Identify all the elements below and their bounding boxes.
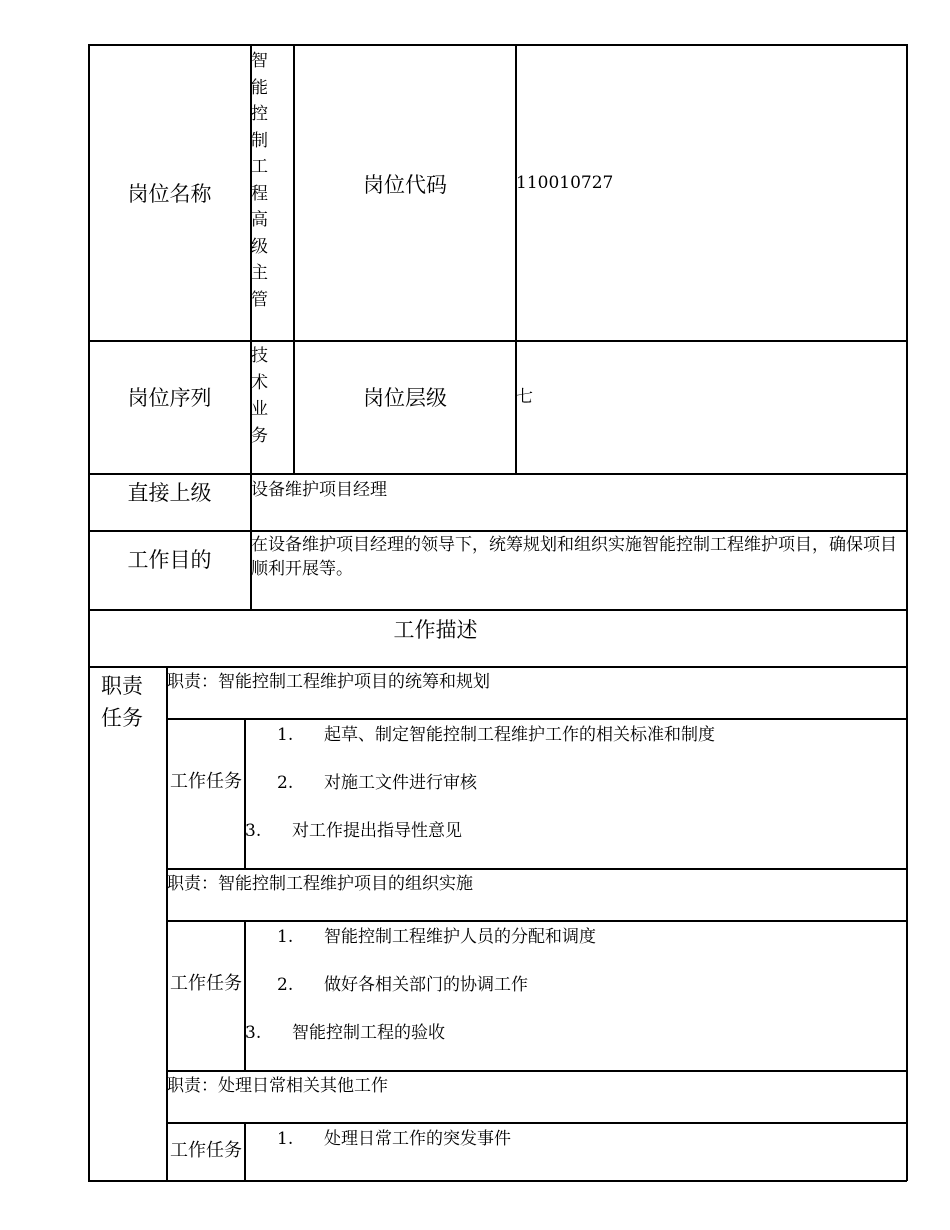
task-text: 处理日常工作的突发事件 — [324, 1129, 511, 1149]
post-sequence-value — [251, 343, 293, 471]
task-number: 2. — [277, 773, 294, 793]
task-text: 智能控制工程维护人员的分配和调度 — [324, 927, 596, 947]
job-description-table — [88, 44, 907, 1181]
task-item — [277, 771, 477, 795]
task-number: 1. — [277, 725, 294, 745]
superior-value: 设备维护项目经理 — [251, 480, 387, 500]
task-text: 对工作提出指导性意见 — [292, 821, 462, 841]
task-number: 1. — [277, 1129, 294, 1149]
col-divider — [244, 1122, 246, 1181]
task-text: 智能控制工程的验收 — [292, 1023, 445, 1043]
border-right — [906, 44, 908, 1181]
task-label: 工作任务 — [170, 973, 242, 994]
task-text: 做好各相关部门的协调工作 — [324, 975, 528, 995]
task-item — [277, 973, 528, 997]
border-bottom — [88, 1180, 907, 1182]
post-level-value: 七 — [516, 387, 533, 407]
post-code-label: 岗位代码 — [363, 172, 447, 197]
task-item — [245, 819, 462, 843]
post-name-text: 智能控制工程高级主管 — [251, 51, 268, 310]
col-divider — [244, 920, 246, 1070]
post-name-label: 岗位名称 — [127, 181, 212, 206]
row-divider — [166, 1122, 907, 1124]
purpose-value: 在设备维护项目经理的领导下，统筹规划和组织实施智能控制工程维护项目，确保项目顺利开展等。 — [251, 535, 897, 579]
task-number: 3. — [245, 821, 262, 841]
col-divider — [166, 666, 168, 1181]
row-divider — [88, 666, 907, 668]
task-item — [245, 1021, 445, 1045]
row-divider — [166, 920, 907, 922]
task-number: 1. — [277, 927, 294, 947]
task-item — [277, 723, 715, 747]
row-divider — [166, 1070, 907, 1072]
task-item — [277, 1127, 511, 1151]
post-name-value — [251, 48, 293, 338]
task-number: 3. — [245, 1023, 262, 1043]
post-sequence-text: 技术业务 — [251, 346, 268, 446]
post-code-value: 110010727 — [516, 173, 614, 193]
task-item — [277, 925, 596, 949]
row-divider — [166, 718, 907, 720]
superior-label: 直接上级 — [127, 480, 212, 505]
purpose-label: 工作目的 — [127, 547, 212, 572]
duty-title: 职责：智能控制工程维护项目的统筹和规划 — [167, 672, 490, 692]
task-text: 起草、制定智能控制工程维护工作的相关标准和制度 — [324, 725, 715, 745]
row-divider — [166, 868, 907, 870]
task-label: 工作任务 — [170, 771, 242, 792]
task-number: 2. — [277, 975, 294, 995]
post-sequence-label: 岗位序列 — [127, 386, 212, 410]
task-label: 工作任务 — [170, 1140, 242, 1161]
description-title: 工作描述 — [393, 618, 478, 642]
duties-label: 职责任务 — [101, 674, 143, 730]
col-divider — [244, 718, 246, 868]
task-text: 对施工文件进行审核 — [324, 773, 477, 793]
duty-title: 职责：处理日常相关其他工作 — [167, 1076, 388, 1096]
duty-title: 职责：智能控制工程维护项目的组织实施 — [167, 874, 473, 894]
post-level-label: 岗位层级 — [363, 386, 447, 410]
